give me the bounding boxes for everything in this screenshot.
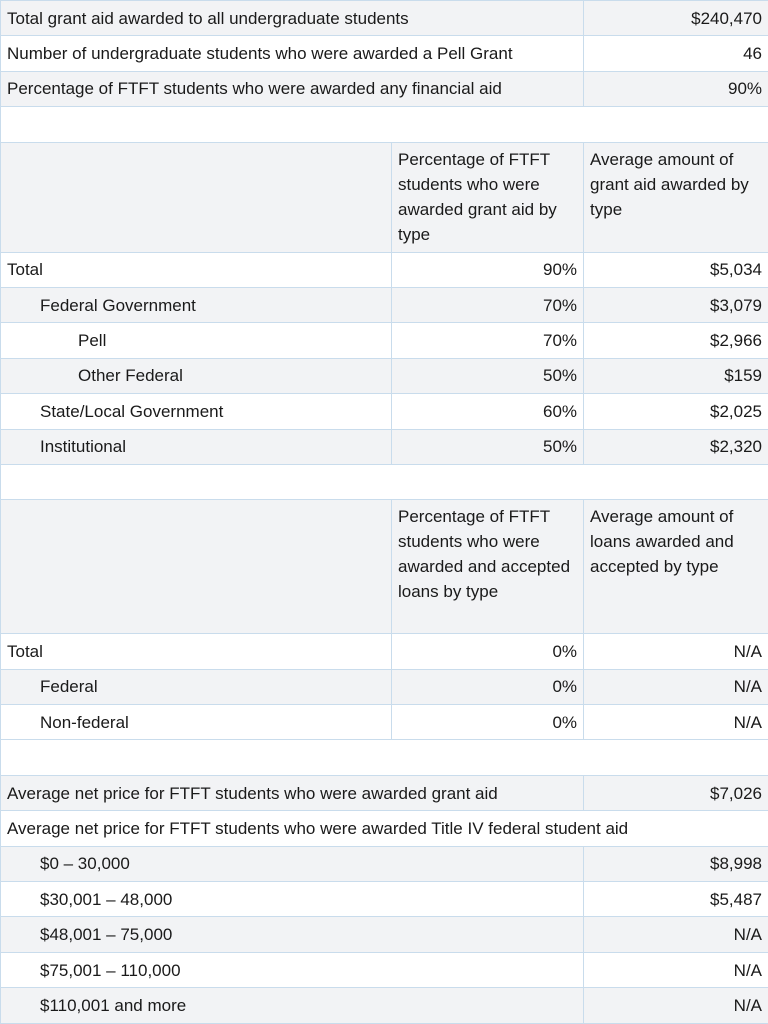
grant-row-avg: $2,966: [584, 323, 768, 358]
table-row: [1, 1, 768, 36]
spacer-row: [1, 740, 768, 775]
table-row: [1, 358, 768, 393]
loans-row-label: Federal: [1, 669, 392, 704]
table-row: [1, 252, 768, 287]
summary-value: 46: [584, 36, 768, 71]
income-bracket-label: $48,001 – 75,000: [1, 917, 584, 952]
income-bracket-label: $110,001 and more: [1, 988, 584, 1023]
header-blank-cell: [1, 500, 392, 634]
loans-row-pct: 0%: [392, 705, 584, 740]
grant-row-avg: $159: [584, 358, 768, 393]
grant-avg-header: Average amount of grant aid awarded by type: [584, 142, 768, 252]
net-price-grant-value: $7,026: [584, 775, 768, 810]
grant-row-pct: 70%: [392, 323, 584, 358]
grant-row-label: Pell: [1, 323, 392, 358]
loans-row-avg: N/A: [584, 705, 768, 740]
grant-pct-header: Percentage of FTFT students who were awarded grant aid by type: [392, 142, 584, 252]
income-bracket-value: N/A: [584, 917, 768, 952]
table-row: [1, 323, 768, 358]
table-row: [1, 882, 768, 917]
summary-label: Percentage of FTFT students who were awarded any financial aid: [1, 71, 584, 106]
loans-row-avg: N/A: [584, 669, 768, 704]
loans-avg-header: Average amount of loans awarded and accepted by type: [584, 500, 768, 634]
loans-row-label: Non-federal: [1, 705, 392, 740]
summary-value: $240,470: [584, 1, 768, 36]
loans-row-pct: 0%: [392, 669, 584, 704]
income-bracket-value: $5,487: [584, 882, 768, 917]
table-row: [1, 988, 768, 1023]
grant-row-label: Federal Government: [1, 287, 392, 322]
income-bracket-value: $8,998: [584, 846, 768, 881]
table-row: [1, 287, 768, 322]
income-bracket-value: N/A: [584, 988, 768, 1023]
grant-row-label: Institutional: [1, 429, 392, 464]
table-row: [1, 775, 768, 810]
grant-row-pct: 90%: [392, 252, 584, 287]
table-row: [1, 917, 768, 952]
summary-label: Number of undergraduate students who were awarded a Pell Grant: [1, 36, 584, 71]
grant-row-pct: 60%: [392, 394, 584, 429]
table-row: [1, 71, 768, 106]
loans-row-pct: 0%: [392, 634, 584, 669]
grant-row-avg: $3,079: [584, 287, 768, 322]
grant-row-label: Total: [1, 252, 392, 287]
table-row: [1, 846, 768, 881]
loans-pct-header: Percentage of FTFT students who were awarded and accepted loans by type: [392, 500, 584, 634]
table-row: [1, 394, 768, 429]
table-row: [1, 952, 768, 987]
summary-value: 90%: [584, 71, 768, 106]
grant-header-row: [1, 142, 768, 252]
loans-row-avg: N/A: [584, 634, 768, 669]
grant-row-label: Other Federal: [1, 358, 392, 393]
table-row: [1, 429, 768, 464]
spacer-row: [1, 464, 768, 499]
income-bracket-label: $30,001 – 48,000: [1, 882, 584, 917]
summary-label: Total grant aid awarded to all undergraduate students: [1, 1, 584, 36]
income-bracket-value: N/A: [584, 952, 768, 987]
grant-row-pct: 50%: [392, 358, 584, 393]
loans-row-label: Total: [1, 634, 392, 669]
grant-row-pct: 70%: [392, 287, 584, 322]
table-row: [1, 811, 768, 846]
table-row: [1, 634, 768, 669]
table-row: [1, 36, 768, 71]
income-bracket-label: $0 – 30,000: [1, 846, 584, 881]
grant-row-avg: $5,034: [584, 252, 768, 287]
header-blank-cell: [1, 142, 392, 252]
grant-row-avg: $2,025: [584, 394, 768, 429]
table-row: [1, 705, 768, 740]
grant-row-pct: 50%: [392, 429, 584, 464]
spacer-row: [1, 107, 768, 142]
grant-row-avg: $2,320: [584, 429, 768, 464]
loans-header-row: [1, 500, 768, 634]
net-price-grant-label: Average net price for FTFT students who were awarded grant aid: [1, 775, 584, 810]
income-bracket-label: $75,001 – 110,000: [1, 952, 584, 987]
net-price-title-iv-label: Average net price for FTFT students who were awarded Title IV federal student aid: [1, 811, 768, 846]
table-row: [1, 669, 768, 704]
grant-row-label: State/Local Government: [1, 394, 392, 429]
